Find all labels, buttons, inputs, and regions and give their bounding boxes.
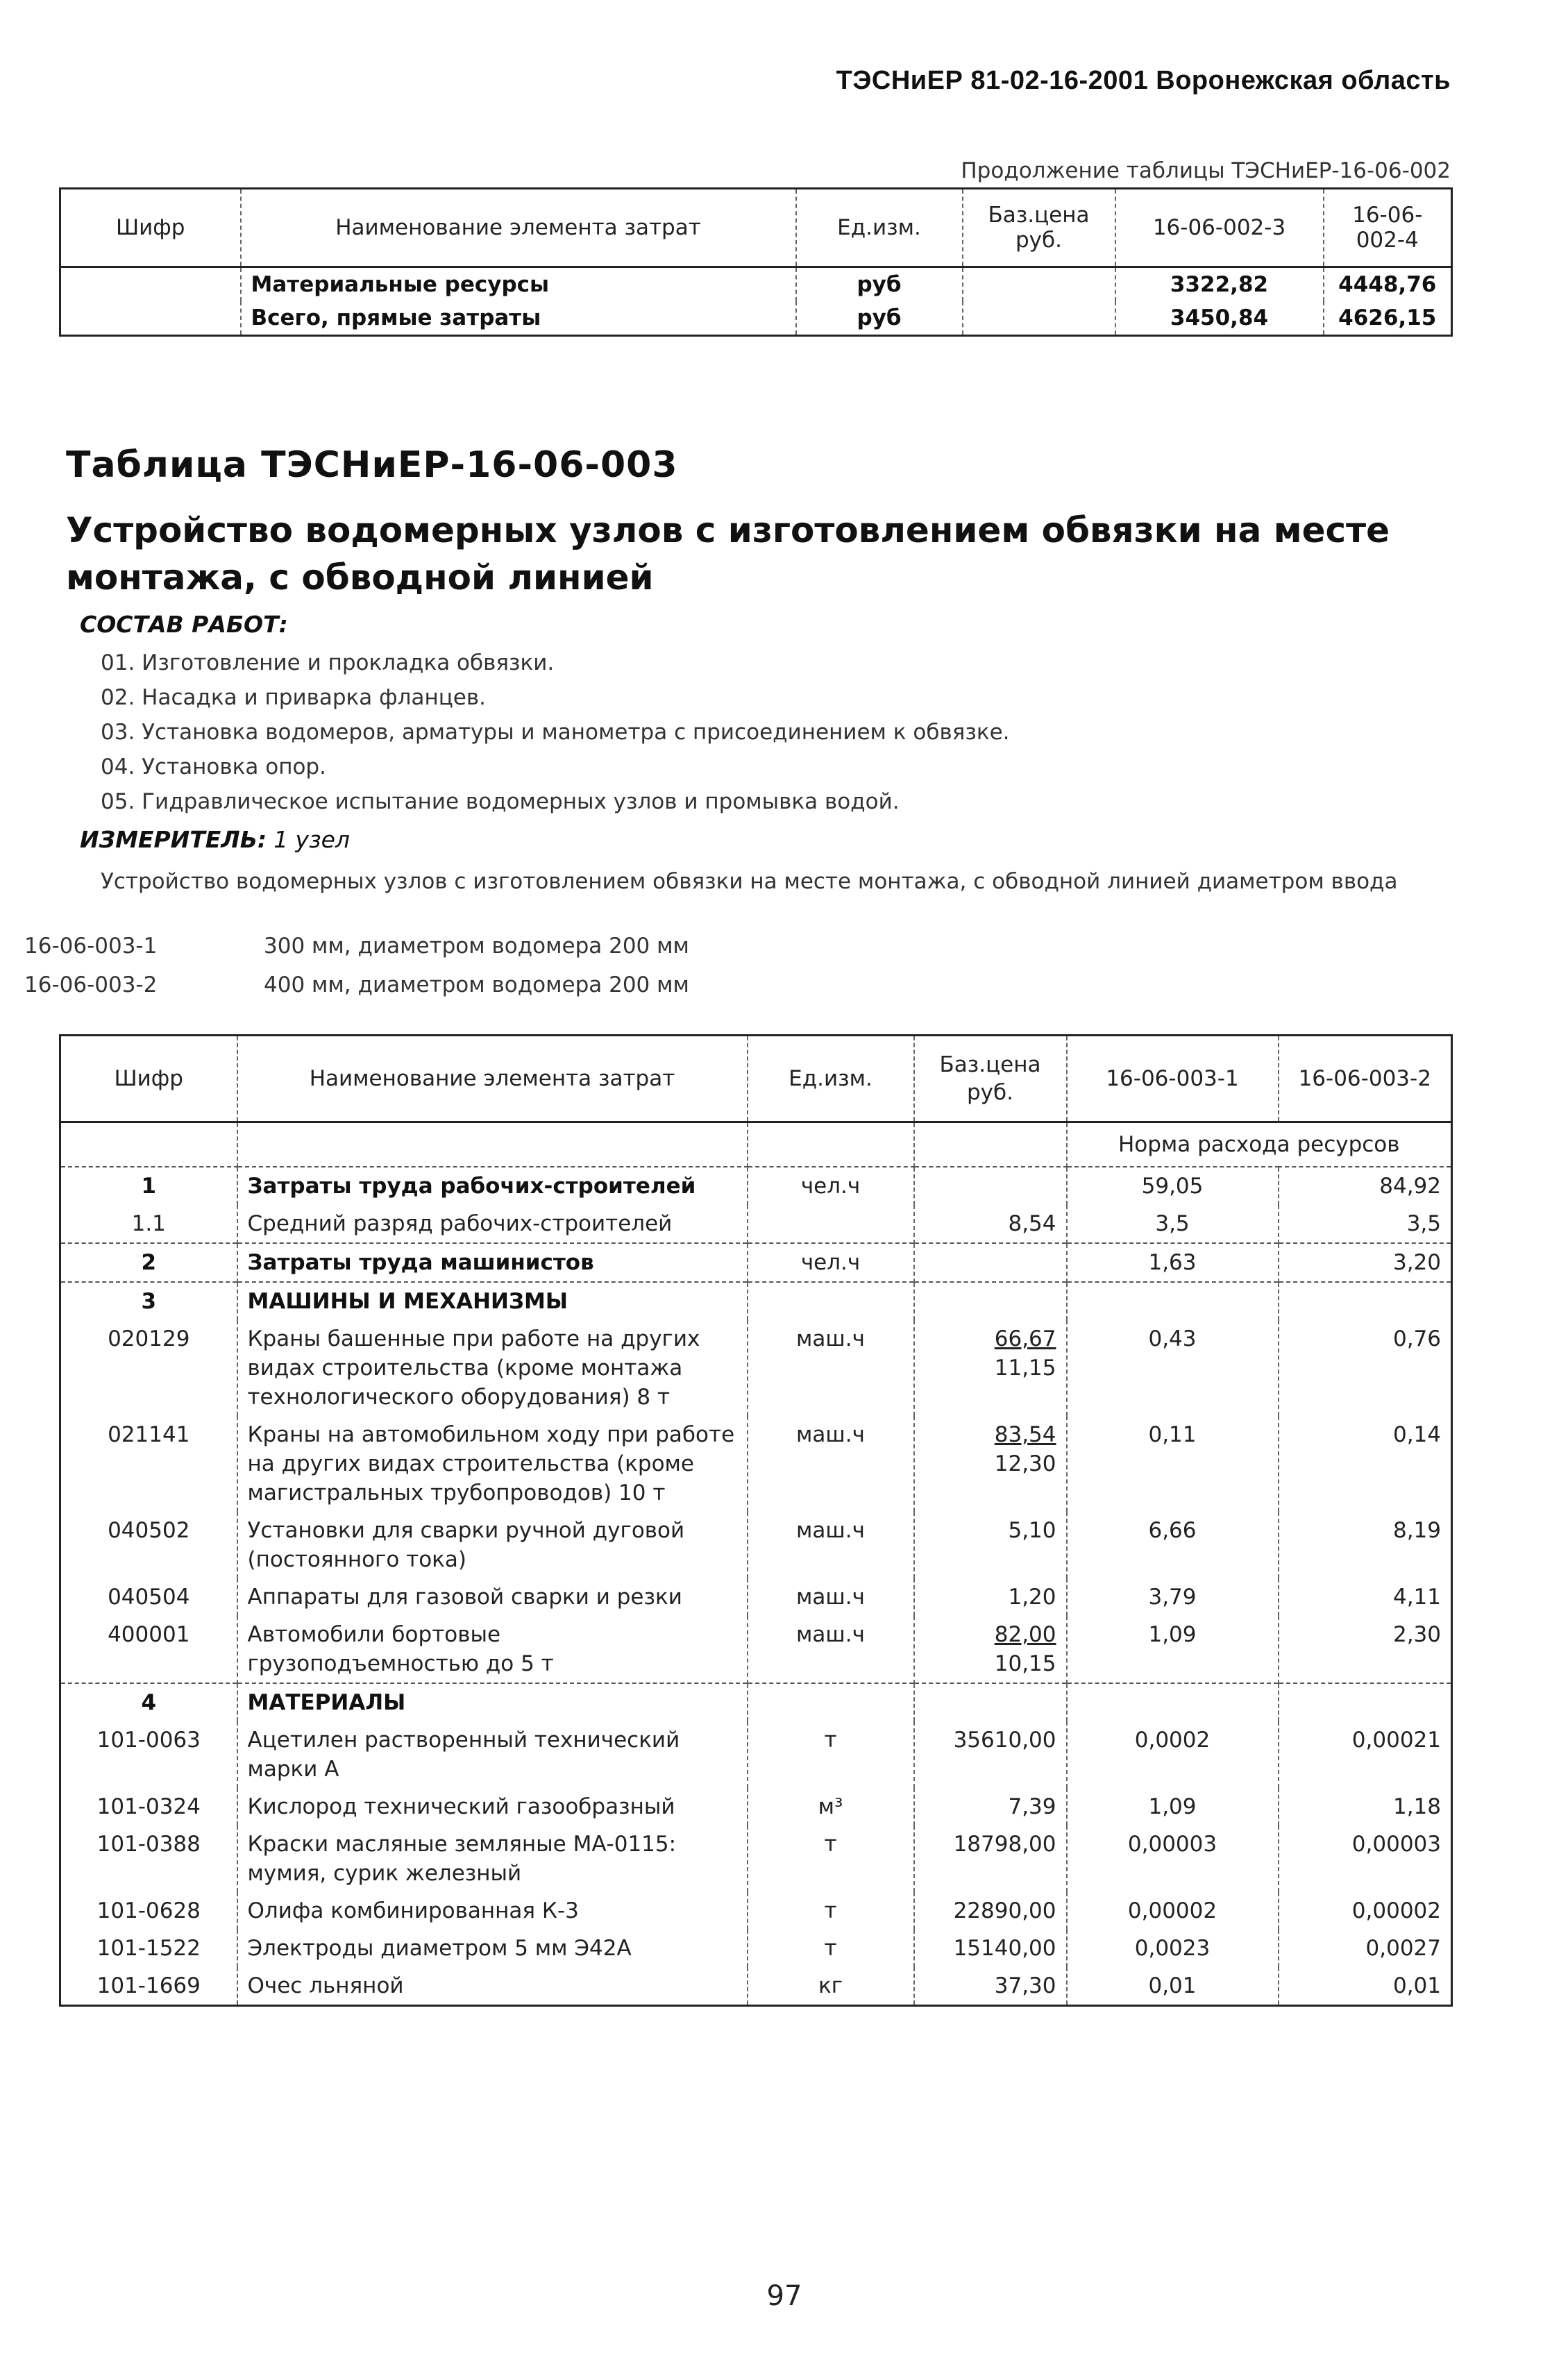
col-header-var1: 16-06-003-1: [1067, 1036, 1279, 1122]
cell-name: Ацетилен растворенный технический марки А: [237, 1721, 748, 1788]
cell-var1: 0,0023: [1067, 1930, 1279, 1967]
cell-var2: 2,30: [1392, 1622, 1441, 1647]
cell-var1: [1067, 1683, 1279, 1721]
work-item: 04. Установка опор.: [101, 754, 326, 779]
col-header-code: Шифр: [60, 189, 241, 267]
table-row: [60, 1320, 1452, 1416]
cell-var1: 3,79: [1067, 1578, 1279, 1616]
table-row: [60, 1282, 1452, 1320]
table-row: [60, 1243, 1452, 1282]
cell-name: Электроды диаметром 5 мм Э42А: [237, 1930, 748, 1967]
cell-name: Аппараты для газовой сварки и резки: [237, 1578, 748, 1616]
cell-code: 400001: [60, 1616, 237, 1683]
cell-unit: руб: [796, 267, 963, 302]
work-item: 03. Установка водомеров, арматуры и манометра с присоединением к обвязке.: [101, 720, 1010, 745]
cell-unit: [748, 1282, 914, 1320]
variant-text: 300 мм, диаметром водомера 200 мм: [264, 934, 689, 959]
cell-var2: 0,01: [1392, 1973, 1441, 1998]
cell-price: [914, 1721, 1067, 1788]
work-item: 05. Гидравлическое испытание водомерных узлов и промывка водой.: [101, 789, 900, 814]
cell-var1: 59,05: [1067, 1167, 1279, 1205]
col-header-var2: 16-06-002-4: [1324, 189, 1452, 267]
table-row: [60, 1683, 1452, 1721]
table-row: [60, 1825, 1452, 1892]
cell-var1: 6,66: [1067, 1512, 1279, 1578]
price-value: 5,10: [1008, 1518, 1056, 1543]
price-value: 35610,00: [953, 1728, 1056, 1753]
cell-name: Очес льняной: [237, 1967, 748, 2006]
price-salary-value: 12,30: [994, 1451, 1056, 1476]
cell-name: Затраты труда рабочих-строителей: [237, 1167, 748, 1205]
cell-var1: 0,43: [1067, 1320, 1279, 1416]
table-row: [60, 1721, 1452, 1788]
cell-var2: 1,18: [1392, 1794, 1441, 1819]
resource-table-header: [60, 1036, 1452, 1122]
cell-price: [914, 1578, 1067, 1616]
cell-var1: 0,11: [1067, 1416, 1279, 1512]
cell-price: [914, 1243, 1067, 1282]
previous-table: [59, 187, 1453, 337]
table-row: [60, 1578, 1452, 1616]
price-value: 8,54: [1008, 1211, 1056, 1236]
cell-name: Всего, прямые затраты: [241, 301, 796, 336]
table-row: [60, 267, 1452, 302]
cell-var2: 3,20: [1279, 1243, 1452, 1282]
price-salary-value: 10,15: [994, 1651, 1056, 1676]
col-header-name: Наименование элемента затрат: [237, 1036, 748, 1122]
cell-code: 021141: [60, 1416, 237, 1512]
cell-unit: маш.ч: [748, 1416, 914, 1512]
cell-var2: 84,92: [1379, 1174, 1441, 1199]
cell-var1: 1,09: [1067, 1616, 1279, 1683]
cell-code: 040502: [60, 1512, 237, 1578]
cell-var1: 0,01: [1067, 1967, 1279, 2006]
col-header-var1: 16-06-002-3: [1115, 189, 1324, 267]
cell-unit: т: [748, 1721, 914, 1788]
variant-row: [24, 965, 689, 1004]
work-item: 02. Насадка и приварка фланцев.: [101, 685, 487, 710]
cell-var1: 3450,84: [1115, 301, 1324, 336]
page-header-title: ТЭСНиЕР 81-02-16-2001 Воронежская область: [836, 66, 1451, 95]
norm-label-row: [60, 1122, 1452, 1167]
cell-var2: 4626,15: [1338, 305, 1437, 330]
cell-var2: 4448,76: [1338, 272, 1437, 297]
cell-var2: 3,5: [1406, 1211, 1441, 1236]
cell-name: МАТЕРИАЛЫ: [237, 1683, 748, 1721]
variant-description: Устройство водомерных узлов с изготовлением обвязки на месте монтажа, с обводной линией диаметром ввода: [101, 869, 1398, 894]
cell-unit: чел.ч: [748, 1243, 914, 1282]
cell-var2: 4,11: [1392, 1585, 1441, 1610]
page-number: 97: [766, 2280, 802, 2312]
price-value: 83,54: [994, 1422, 1056, 1447]
cell-var2: 0,00002: [1351, 1898, 1441, 1923]
cell-unit: т: [748, 1930, 914, 1967]
cell-code: 101-1669: [60, 1967, 237, 2006]
measure-line: [80, 826, 350, 853]
cell-code: 101-1522: [60, 1930, 237, 1967]
table-row: [60, 1967, 1452, 2006]
price-value: 18798,00: [953, 1832, 1056, 1857]
cell-code: [60, 301, 241, 336]
cell-price: [914, 1788, 1067, 1825]
cell-var1: 1,63: [1067, 1243, 1279, 1282]
table-row: [60, 1930, 1452, 1967]
cell-var1: 3322,82: [1115, 267, 1324, 302]
cell-code: 020129: [60, 1320, 237, 1416]
price-value: 7,39: [1008, 1794, 1056, 1819]
cell-name: Краски масляные земляные МА-0115: мумия, сурик железный: [237, 1825, 748, 1892]
cell-name: Краны башенные при работе на других видах строительства (кроме монтажа технологического оборудования) 8 т: [237, 1320, 748, 1416]
work-item: 01. Изготовление и прокладка обвязки.: [101, 650, 555, 675]
cell-unit: маш.ч: [748, 1578, 914, 1616]
table-row: [60, 1788, 1452, 1825]
work-composition-label: СОСТАВ РАБОТ:: [80, 611, 288, 638]
variant-code: 16-06-003-2: [24, 972, 158, 997]
cell-code: 2: [60, 1243, 237, 1282]
cell-unit: чел.ч: [748, 1167, 914, 1205]
cell-code: 4: [60, 1683, 237, 1721]
col-header-unit: Ед.изм.: [748, 1036, 914, 1122]
cell-code: 101-0324: [60, 1788, 237, 1825]
cell-unit: кг: [748, 1967, 914, 2006]
cell-var1: 0,00003: [1067, 1825, 1279, 1892]
cell-price: [914, 1967, 1067, 2006]
price-value: 37,30: [994, 1973, 1056, 1998]
cell-code: 101-0388: [60, 1825, 237, 1892]
table-row: [60, 1892, 1452, 1930]
cell-price: [914, 1320, 1067, 1416]
cell-unit: руб: [796, 301, 963, 336]
table-row: [60, 1512, 1452, 1578]
cell-var1: [1067, 1282, 1279, 1320]
cell-unit: маш.ч: [748, 1616, 914, 1683]
table-row: [60, 1416, 1452, 1512]
cell-var2: 0,00021: [1351, 1728, 1441, 1753]
col-header-unit: Ед.изм.: [796, 189, 963, 267]
cell-unit: т: [748, 1825, 914, 1892]
variant-row: [24, 927, 689, 965]
cell-name: Краны на автомобильном ходу при работе на других видах строительства (кроме магистральных трубопроводов) 10 т: [237, 1416, 748, 1512]
continuation-label: Продолжение таблицы ТЭСНиЕР-16-06-002: [961, 158, 1451, 183]
measure-label: ИЗМЕРИТЕЛЬ:: [80, 826, 267, 853]
price-value: 22890,00: [953, 1898, 1056, 1923]
col-header-price: Баз.цена руб.: [963, 189, 1115, 267]
cell-unit: [748, 1683, 914, 1721]
cell-var1: 0,0002: [1067, 1721, 1279, 1788]
cell-var1: 1,09: [1067, 1788, 1279, 1825]
cell-code: 3: [60, 1282, 237, 1320]
cell-unit: т: [748, 1892, 914, 1930]
cell-price: [914, 1616, 1067, 1683]
table-row: [60, 1205, 1452, 1243]
cell-name: Автомобили бортовые грузоподъемностью до 5 т: [237, 1616, 748, 1683]
cell-price: [914, 1892, 1067, 1930]
cell-var2: 0,14: [1392, 1422, 1441, 1447]
price-value: 1,20: [1008, 1585, 1056, 1610]
cell-name: Установки для сварки ручной дуговой (постоянного тока): [237, 1512, 748, 1578]
cell-unit: маш.ч: [748, 1320, 914, 1416]
cell-var1: 0,00002: [1067, 1892, 1279, 1930]
table-row: [60, 301, 1452, 336]
work-list: [101, 646, 1010, 819]
cell-code: 101-0063: [60, 1721, 237, 1788]
cell-var2: [1279, 1282, 1452, 1320]
cell-price: [914, 1416, 1067, 1512]
cell-price: [914, 1683, 1067, 1721]
cell-price: [914, 1512, 1067, 1578]
col-header-code: Шифр: [60, 1036, 237, 1122]
resource-table: [59, 1034, 1453, 2007]
cell-name: Олифа комбинированная К-3: [237, 1892, 748, 1930]
col-header-var2: 16-06-003-2: [1279, 1036, 1452, 1122]
variant-code: 16-06-003-1: [24, 934, 158, 959]
cell-var2: [1279, 1683, 1452, 1721]
measure-value: 1 узел: [273, 826, 351, 853]
cell-name: Материальные ресурсы: [241, 267, 796, 302]
price-value: 15140,00: [953, 1936, 1056, 1961]
cell-var2: 8,19: [1392, 1518, 1441, 1543]
cell-var2: 0,0027: [1365, 1936, 1441, 1961]
cell-unit: м³: [748, 1788, 914, 1825]
cell-code: 1.1: [60, 1205, 237, 1243]
variant-list: [24, 927, 689, 1004]
norm-label: Норма расхода ресурсов: [1067, 1122, 1452, 1167]
table-row: [60, 1167, 1452, 1205]
cell-name: Кислород технический газообразный: [237, 1788, 748, 1825]
price-value: 82,00: [994, 1622, 1056, 1647]
cell-price: [914, 1930, 1067, 1967]
cell-code: [60, 267, 241, 302]
table-title: Таблица ТЭСНиЕР-16-06-003: [66, 444, 678, 486]
cell-code: 040504: [60, 1578, 237, 1616]
cell-var2: 0,76: [1392, 1326, 1441, 1351]
price-salary-value: 11,15: [994, 1356, 1056, 1381]
col-header-name: Наименование элемента затрат: [241, 189, 796, 267]
cell-code: 1: [60, 1167, 237, 1205]
cell-name: МАШИНЫ И МЕХАНИЗМЫ: [237, 1282, 748, 1320]
cell-price: [963, 301, 1115, 336]
cell-price: [914, 1825, 1067, 1892]
cell-price: [914, 1282, 1067, 1320]
col-header-price: Баз.цена руб.: [914, 1036, 1067, 1122]
variant-text: 400 мм, диаметром водомера 200 мм: [264, 972, 689, 997]
table-row: [60, 1616, 1452, 1683]
cell-price: [914, 1205, 1067, 1243]
price-value: 66,67: [994, 1326, 1056, 1351]
cell-name: Средний разряд рабочих-строителей: [237, 1205, 748, 1243]
previous-table-header: [60, 189, 1452, 267]
cell-price: [914, 1167, 1067, 1205]
cell-unit: маш.ч: [748, 1512, 914, 1578]
cell-code: 101-0628: [60, 1892, 237, 1930]
cell-unit: [748, 1205, 914, 1243]
cell-var2: 0,00003: [1351, 1832, 1441, 1857]
cell-price: [963, 267, 1115, 302]
cell-var1: 3,5: [1067, 1205, 1279, 1243]
table-description: Устройство водомерных узлов с изготовлением обвязки на месте монтажа, с обводной линией: [66, 510, 1390, 598]
cell-name: Затраты труда машинистов: [237, 1243, 748, 1282]
